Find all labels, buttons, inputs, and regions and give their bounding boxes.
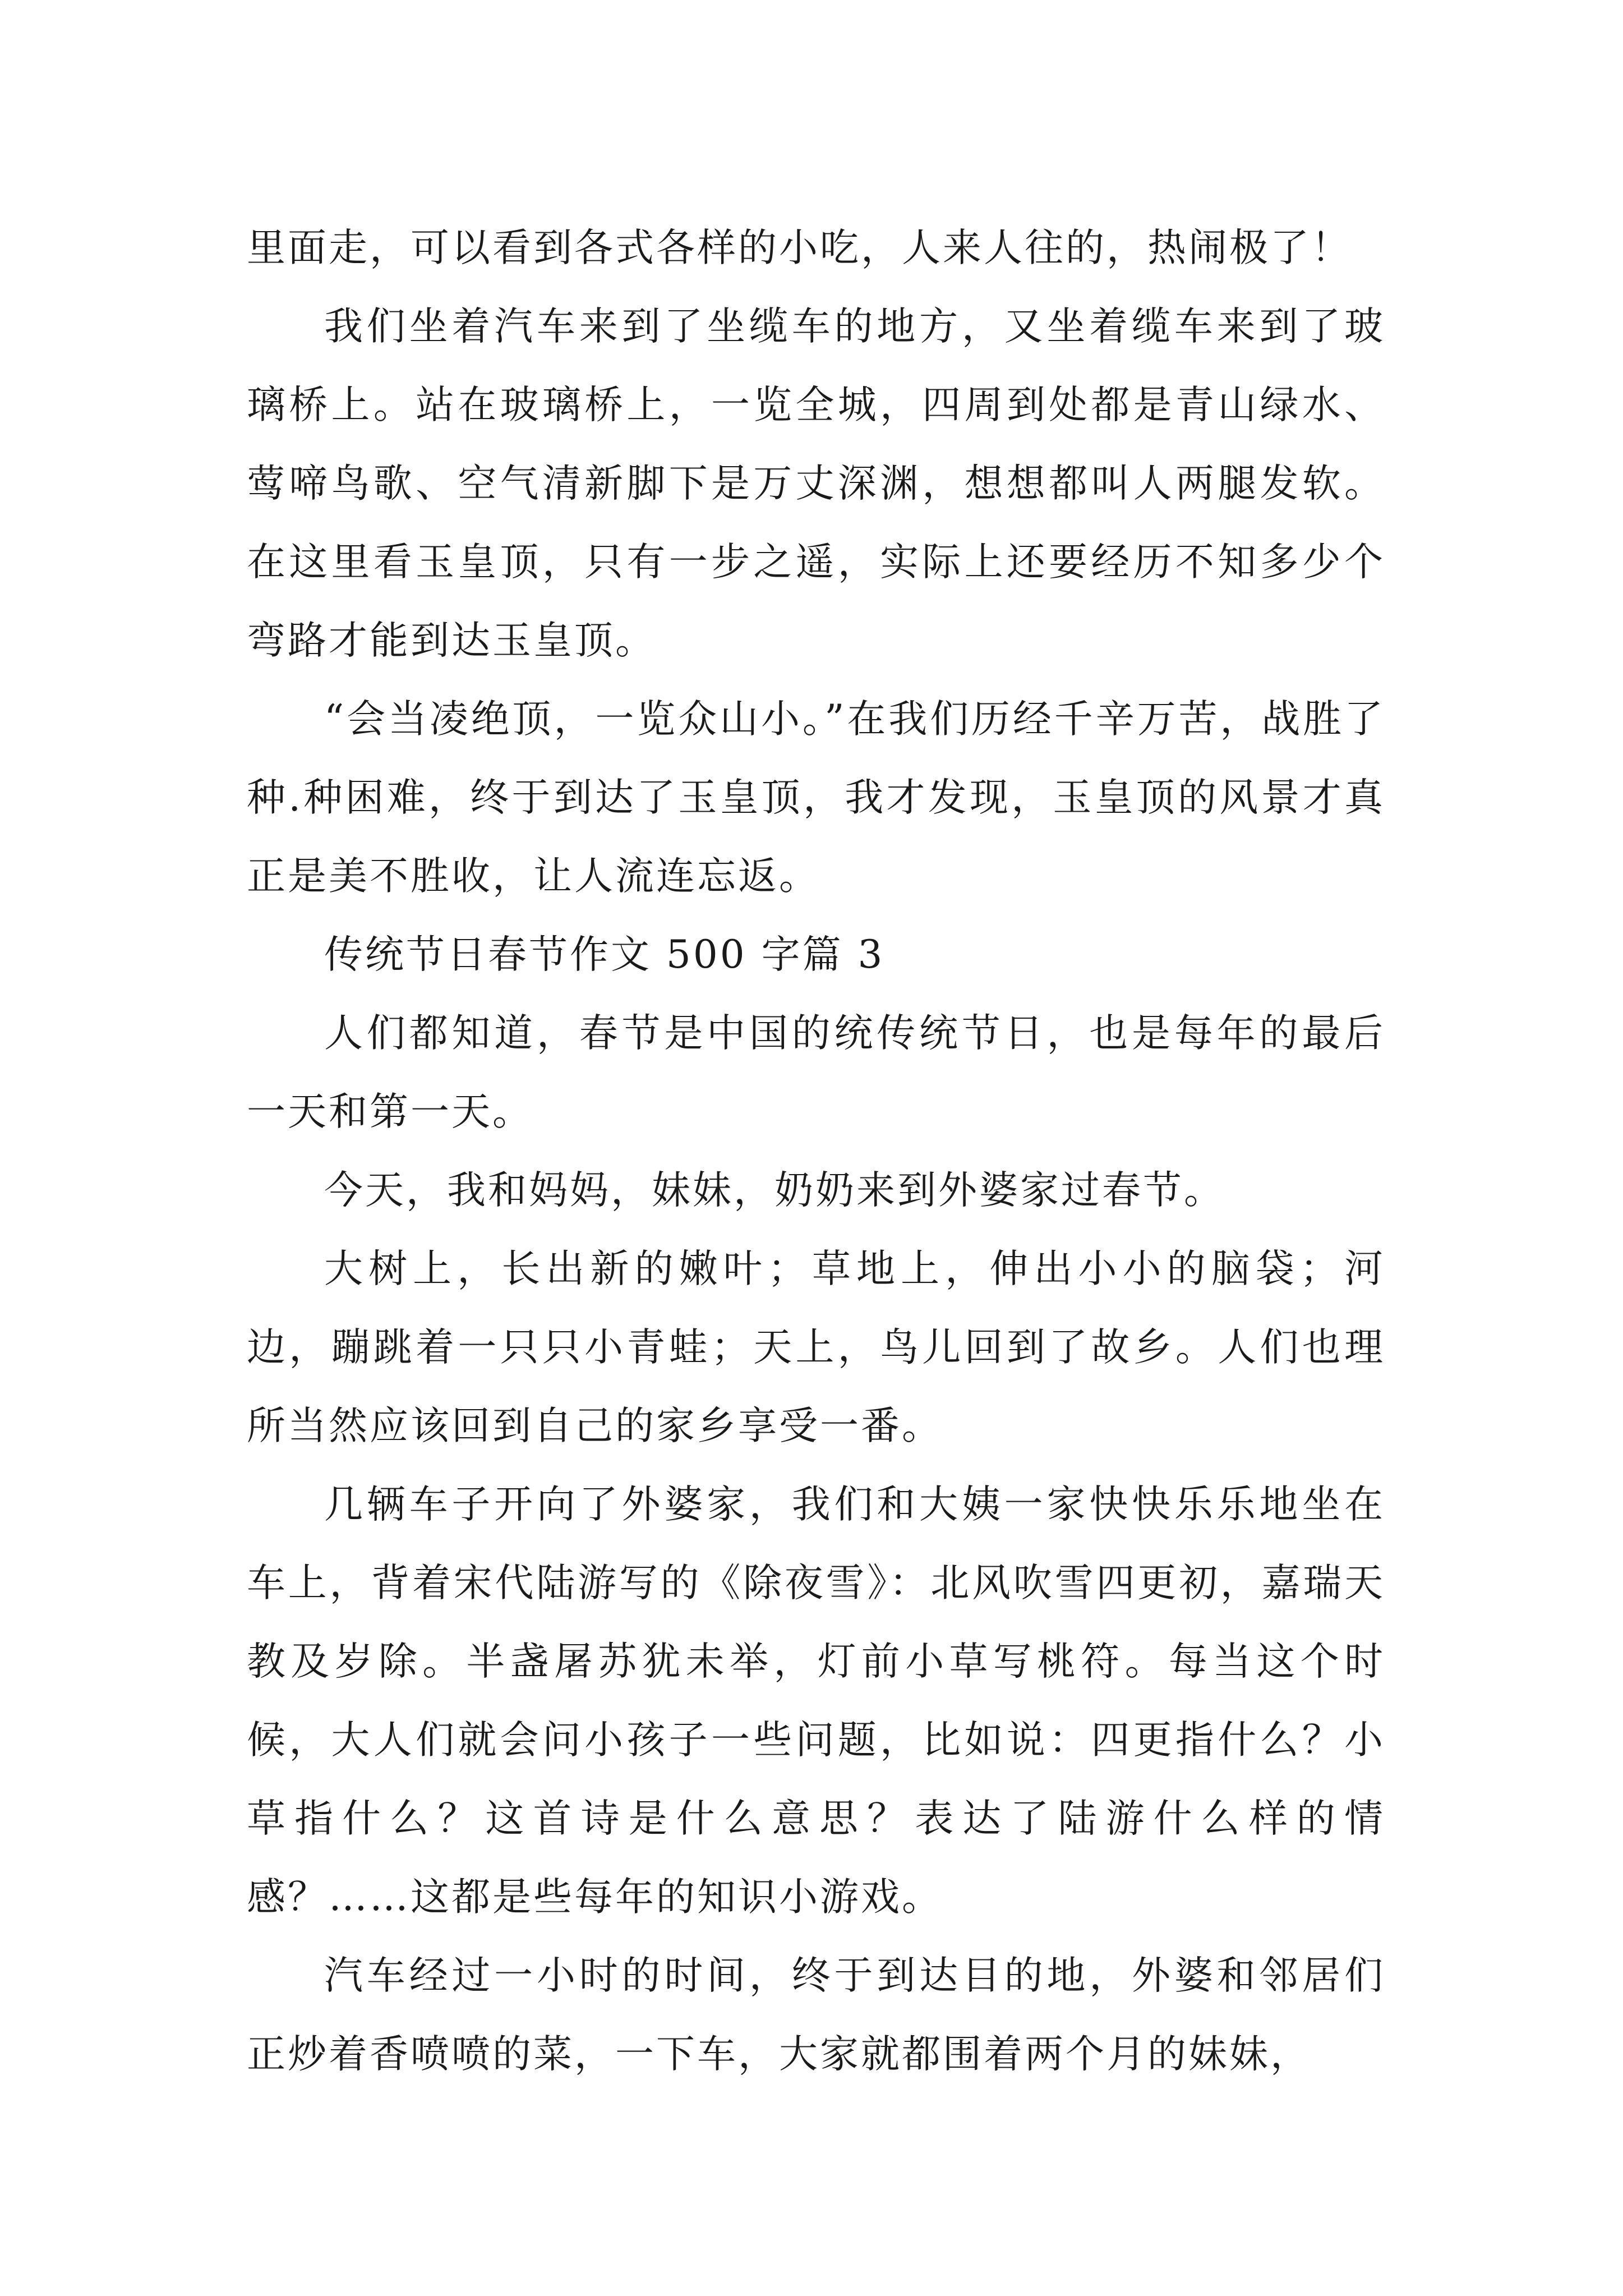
paragraph-spring-scene: 大树上，长出新的嫩叶；草地上，伸出小小的脑袋；河边，蹦跳着一只只小青蛙；天上，鸟儿回到了故乡。人们也理所当然应该回到自己的家乡享受一番。 [247, 1246, 1385, 1448]
paragraph-arrival: 汽车经过一小时的时间，终于到达目的地，外婆和邻居们正炒着香喷喷的菜，一下车，大家就都围着两个月的妹妹， [247, 1953, 1385, 2077]
paragraph-continued: 里面走，可以看到各式各样的小吃，人来人往的，热闹极了！ [247, 226, 1352, 270]
paragraph-spring-festival-intro: 人们都知道，春节是中国的统传统节日，也是每年的最后一天和第一天。 [247, 1011, 1385, 1134]
paragraph-summit-quote: “会当凌绝顶，一览众山小。”在我们历经千辛万苦，战胜了种.种困难，终于到达了玉皇顶，我才发现，玉皇顶的风景才真正是美不胜收，让人流连忘返。 [247, 697, 1385, 899]
paragraph-cable-car: 我们坐着汽车来到了坐缆车的地方，又坐着缆车来到了玻璃桥上。站在玻璃桥上，一览全城，四周到处都是青山绿水、莺啼鸟歌、空气清新脚下是万丈深渊，想想都叫人两腿发软。在这里看玉皇顶，只有一步之遥，实际上还要经历不知多少个弯路才能到达玉皇顶。 [247, 304, 1385, 663]
paragraph-poem-game: 几辆车子开向了外婆家，我们和大姨一家快快乐乐地坐在车上，背着宋代陆游写的《除夜雪》：北风吹雪四更初，嘉瑞天教及岁除。半盏屠苏犹未举，灯前小草写桃符。每当这个时候，大人们就会问小孩子一些问题，比如说：四更指什么？小草指什么？这首诗是什么意思？表达了陆游什么样的情感？……这都是些每年的知识小游戏。 [247, 1482, 1385, 1920]
paragraph-visit-grandma: 今天，我和妈妈，妹妹，奶奶来到外婆家过春节。 [324, 1168, 1225, 1213]
section-heading: 传统节日春节作文 500 字篇 3 [324, 932, 885, 977]
document-body [247, 209, 1385, 2093]
